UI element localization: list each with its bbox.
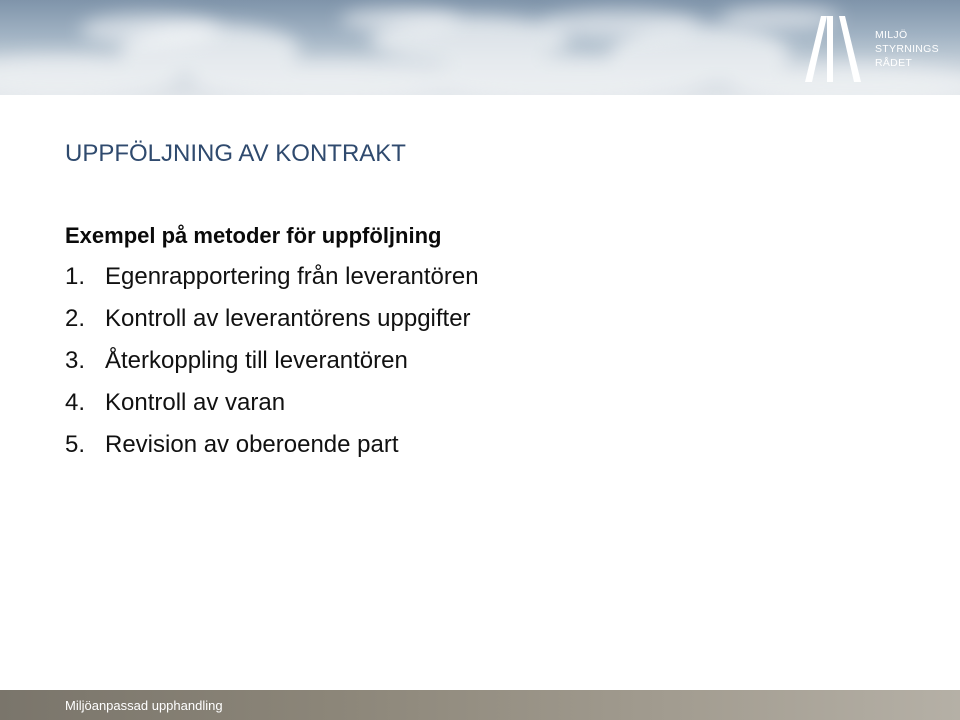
list-item-number: 5. (65, 431, 86, 458)
list-item (65, 430, 865, 472)
list-item (65, 388, 865, 430)
list-item-text: Kontroll av varan (105, 389, 286, 416)
list-item-text: Återkoppling till leverantören (105, 347, 408, 374)
list-item-text: Kontroll av leverantörens uppgifter (105, 305, 471, 332)
list-item (65, 304, 865, 346)
footer-text: Miljöanpassad upphandling (65, 698, 223, 713)
list-item-text: Egenrapportering från leverantören (105, 263, 479, 290)
organization-logo (803, 14, 953, 84)
list-item-number: 2. (65, 305, 86, 332)
logo-line-2: STYRNINGS (875, 43, 939, 55)
logo-mark-icon (803, 14, 865, 82)
header-banner (0, 0, 960, 95)
list-item-number: 4. (65, 389, 86, 416)
footer-bar (0, 690, 960, 720)
list-item (65, 346, 865, 388)
method-list (65, 262, 865, 472)
list-item-number: 3. (65, 347, 86, 374)
logo-line-1: MILJÖ (875, 29, 908, 41)
content-heading: Exempel på metoder för uppföljning (65, 223, 442, 248)
logo-wordmark (875, 28, 939, 70)
slide-content (65, 220, 865, 472)
logo-line-3: RÅDET (875, 57, 913, 69)
list-item-text: Revision av oberoende part (105, 431, 399, 458)
list-item (65, 262, 865, 304)
list-item-number: 1. (65, 263, 86, 290)
slide-title: UPPFÖLJNING AV KONTRAKT (65, 140, 406, 167)
